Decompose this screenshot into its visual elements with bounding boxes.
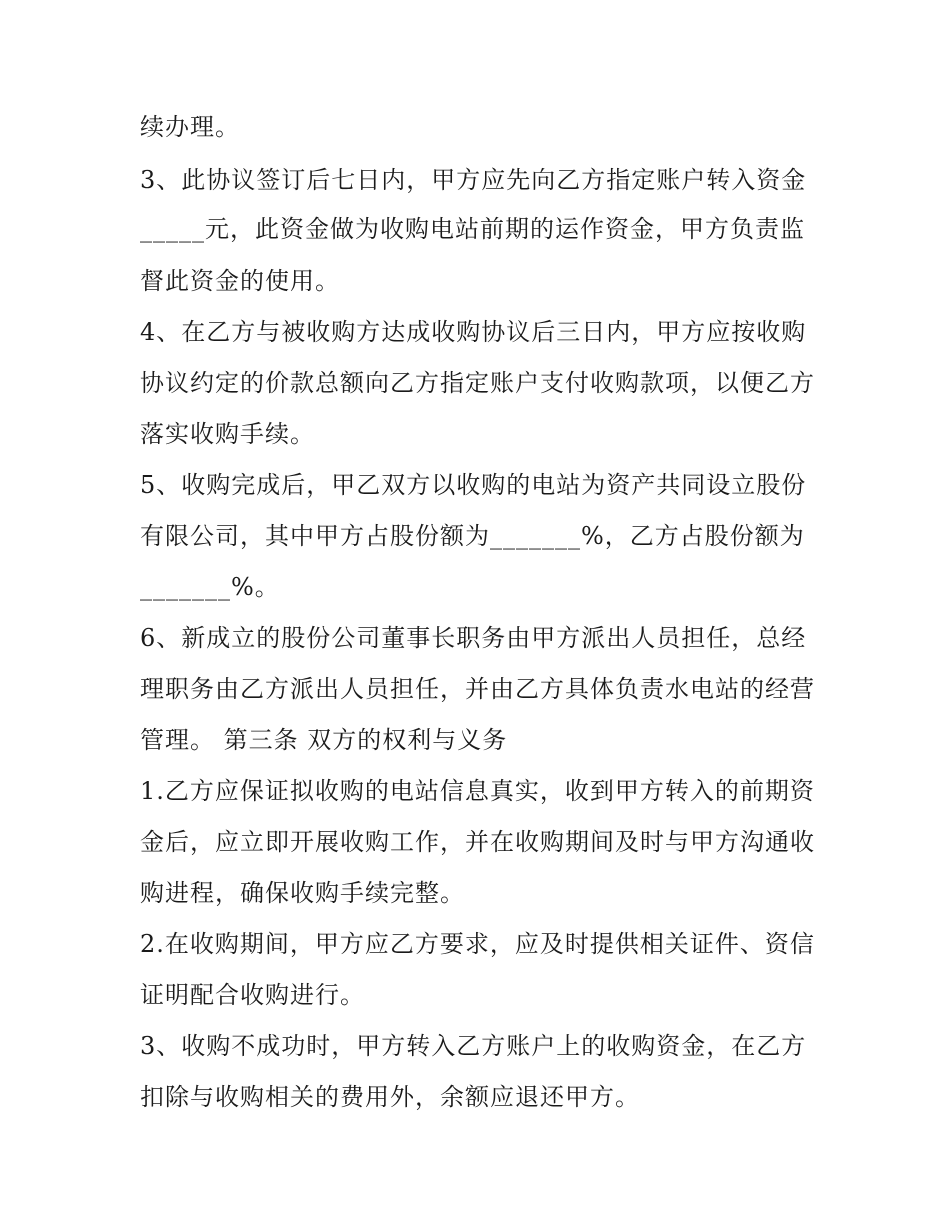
text-line: 购进程，确保收购手续完整。 (140, 879, 465, 907)
text-line: 扣除与收购相关的费用外，余额应退还甲方。 (140, 1083, 640, 1111)
text-line: 金后，应立即开展收购工作，并在收购期间及时与甲方沟通收 (140, 828, 815, 856)
text-line: 续办理。 (140, 113, 240, 141)
text-line: 有限公司，其中甲方占股份额为_______%，乙方占股份额为 (140, 522, 805, 550)
text-line: _____元，此资金做为收购电站前期的运作资金，甲方负责监 (140, 215, 805, 243)
text-line: 落实收购手续。 (140, 420, 315, 448)
text-line: 4、在乙方与被收购方达成收购协议后三日内，甲方应按收购 (140, 318, 807, 346)
text-line: _______%。 (140, 573, 280, 601)
text-line: 管理。 第三条 双方的权利与义务 (140, 726, 508, 754)
text-line: 证明配合收购进行。 (140, 981, 365, 1009)
text-line: 理职务由乙方派出人员担任，并由乙方具体负责水电站的经营 (140, 675, 815, 703)
text-line: 3、收购不成功时，甲方转入乙方账户上的收购资金，在乙方 (140, 1032, 807, 1060)
text-line: 1.乙方应保证拟收购的电站信息真实，收到甲方转入的前期资 (140, 777, 815, 805)
text-line: 协议约定的价款总额向乙方指定账户支付收购款项，以便乙方 (140, 369, 815, 397)
text-line: 5、收购完成后，甲乙双方以收购的电站为资产共同设立股份 (140, 471, 807, 499)
text-line: 3、此协议签订后七日内，甲方应先向乙方指定账户转入资金 (140, 166, 807, 194)
text-line: 6、新成立的股份公司董事长职务由甲方派出人员担任，总经 (140, 624, 807, 652)
text-line: 2.在收购期间，甲方应乙方要求，应及时提供相关证件、资信 (140, 930, 815, 958)
text-line: 督此资金的使用。 (140, 267, 340, 295)
